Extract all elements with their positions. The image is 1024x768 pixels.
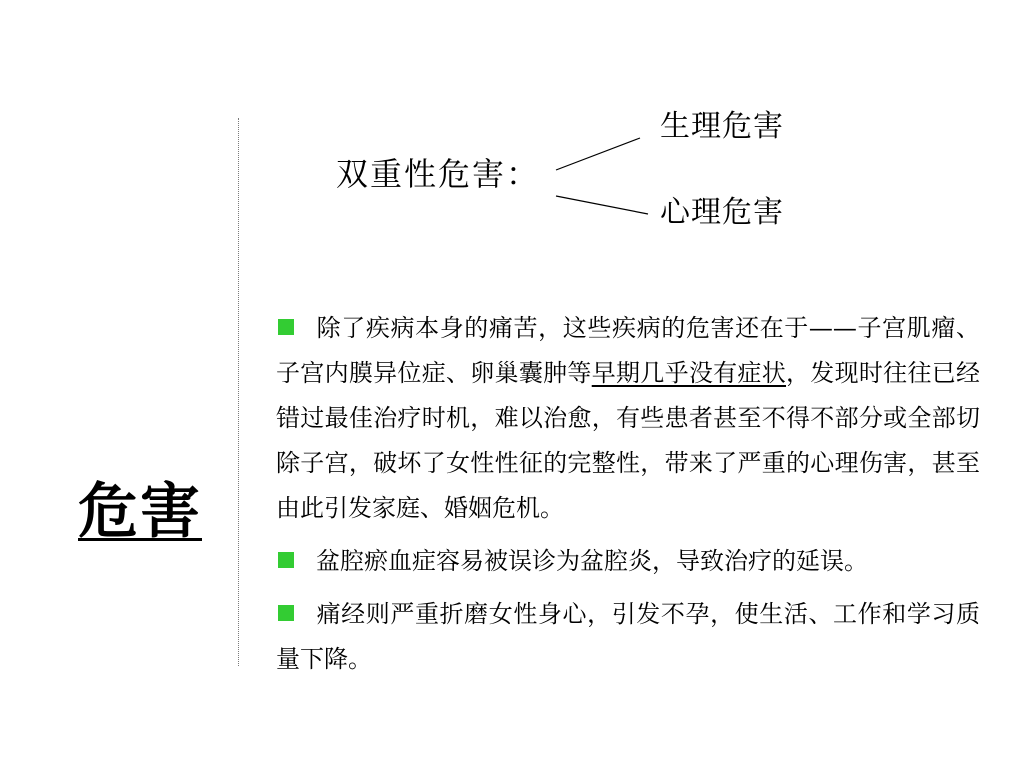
vertical-divider [238,118,239,666]
dual-harm-label: 双重性危害： [336,155,541,193]
bullet-text-part: ，发现时往往已经错过最佳治疗时机，难以治愈，有些患者甚至不得不部分或全部切除子宫，破坏了女性性征的完整性，带来了严重的心理伤害，甚至由此引发家庭、婚姻危机。 [276,359,981,522]
bullet-text: 盆腔瘀血症容易被误诊为盆腔炎，导致治疗的延误。 [316,547,868,575]
branch-line-bottom [556,196,648,214]
branch-line-top [556,138,640,170]
green-square-bullet-icon [278,552,294,568]
green-square-bullet-icon [278,319,294,335]
branch-psychological-harm: 心理危害 [660,195,784,230]
bullet-list [276,306,980,690]
branch-physiological-harm: 生理危害 [660,109,784,144]
bullet-text-part: 除了疾病本身的痛苦，这些疾病的危害还在于——子宫肌瘤、子宫内膜异位症、卵巢囊肿等 [276,314,980,387]
bullet-item [276,539,980,584]
side-title: 危害 [78,477,202,547]
green-square-bullet-icon [278,605,294,621]
bullet-item [276,592,980,682]
bullet-text: 痛经则严重折磨女性身心，引发不孕，使生活、工作和学习质量下降。 [276,600,980,673]
bullet-item [276,306,980,531]
bullet-underlined-text: 早期几乎没有症状 [591,359,787,387]
